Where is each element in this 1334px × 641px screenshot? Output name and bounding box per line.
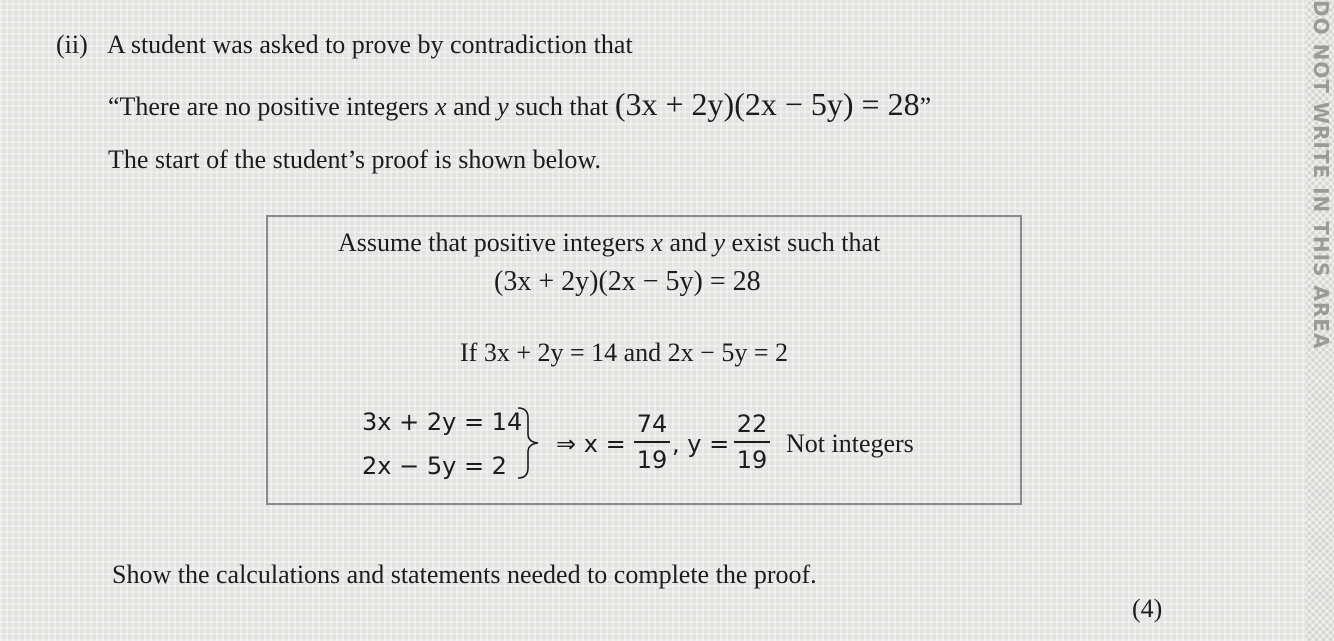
if-line: If 3x + 2y = 14 and 2x − 5y = 2	[460, 338, 789, 367]
and-word: and	[453, 92, 491, 121]
y-numerator: 22	[736, 410, 768, 438]
question-intro: A student was asked to prove by contradiction that	[107, 30, 633, 59]
assumed-equation: (3x + 2y)(2x − 5y) = 28	[494, 266, 761, 297]
assume-x: x	[651, 228, 663, 257]
fraction-y	[734, 410, 770, 474]
x-denominator: 19	[636, 445, 668, 474]
question-label: (ii)	[56, 30, 88, 59]
x-numerator: 74	[636, 410, 668, 438]
proof-start-text: The start of the student’s proof is shown below.	[108, 145, 601, 174]
assume-prefix: Assume that positive integers	[338, 228, 645, 257]
system-brace	[512, 404, 546, 482]
assume-y: y	[713, 228, 726, 257]
fraction-bar	[634, 441, 670, 443]
implies-x: ⇒ x =	[556, 430, 626, 458]
assume-suffix: exist such that	[731, 228, 881, 257]
system-eq2: 2x − 5y = 2	[362, 452, 507, 480]
quote-open: “There are no positive integers	[108, 92, 429, 121]
system-eq1: 3x + 2y = 14	[362, 408, 523, 436]
fraction-x	[634, 410, 670, 474]
fraction-bar	[734, 441, 770, 443]
quote-expression: (3x + 2y)(2x − 5y) = 28	[614, 86, 920, 122]
comma-y: , y =	[672, 430, 730, 458]
conclusion-text: Not integers	[786, 429, 914, 458]
marks-label: (4)	[1132, 594, 1163, 623]
margin-warning-text: DO NOT WRITE IN THIS AREA	[1309, 0, 1333, 350]
instruction-text: Show the calculations and statements needed to complete the proof.	[112, 560, 817, 589]
quote-line	[108, 88, 931, 120]
such-that: such that	[515, 92, 609, 121]
quote-close: ”	[919, 92, 932, 121]
assume-and: and	[669, 228, 707, 257]
assume-line	[338, 230, 880, 256]
var-y: y	[497, 92, 509, 121]
y-denominator: 19	[736, 445, 768, 474]
var-x: x	[435, 92, 447, 121]
